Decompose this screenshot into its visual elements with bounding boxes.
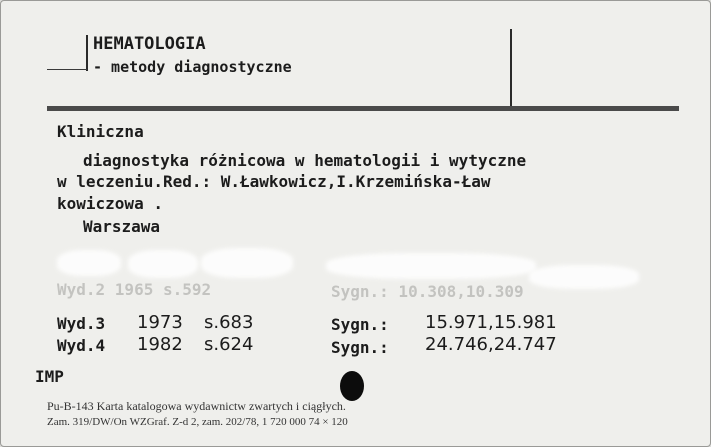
edition-number: Wyd.4 (57, 336, 106, 355)
header-left-rule (86, 35, 88, 71)
erasure-mark (201, 248, 293, 278)
header-left-stub (47, 69, 87, 70)
subject-subheading: - metody diagnostyczne (93, 58, 292, 76)
faded-edition: Wyd.2 1965 s.592 (57, 280, 212, 299)
card-print-info: Zam. 319/DW/On WZGraf. Z-d 2, zam. 202/78, 1 720 000 74 × 120 (47, 416, 348, 428)
edition-year: 1982 (137, 334, 183, 355)
entry-title-line-2: diagnostyka różnicowa w hematologii i wytyczne (83, 151, 527, 170)
edition-pages: s.624 (204, 334, 254, 355)
erasure-mark (529, 265, 639, 289)
entry-title-line-1: Kliniczna (57, 122, 144, 141)
entry-place: Warszawa (83, 217, 161, 236)
edition-pages: s.683 (204, 312, 254, 333)
erasure-mark (326, 253, 536, 279)
header-divider (47, 106, 679, 111)
signature-label: Sygn.: (331, 315, 389, 334)
punch-hole (340, 371, 364, 401)
subject-heading: HEMATOLOGIA (93, 34, 206, 54)
edition-year: 1973 (137, 312, 183, 333)
imp-stamp: IMP (35, 367, 64, 386)
signature-label: Sygn.: (331, 338, 389, 357)
signature-value: 24.746,24.747 (425, 334, 557, 355)
erasure-mark (128, 250, 198, 278)
signature-value: 15.971,15.981 (425, 312, 557, 333)
edition-number: Wyd.3 (57, 314, 106, 333)
erasure-mark (57, 250, 121, 276)
faded-sygnature: Sygn.: 10.308,10.309 (331, 282, 524, 301)
entry-title-line-4: kowiczowa . (57, 194, 163, 213)
header-right-rule (510, 29, 512, 107)
card-form-info: Pu-B-143 Karta katalogowa wydawnictw zwartych i ciągłych. (47, 399, 346, 413)
entry-title-line-3: w leczeniu.Red.: W.Ławkowicz,I.Krzemińska-Ław (57, 172, 491, 191)
